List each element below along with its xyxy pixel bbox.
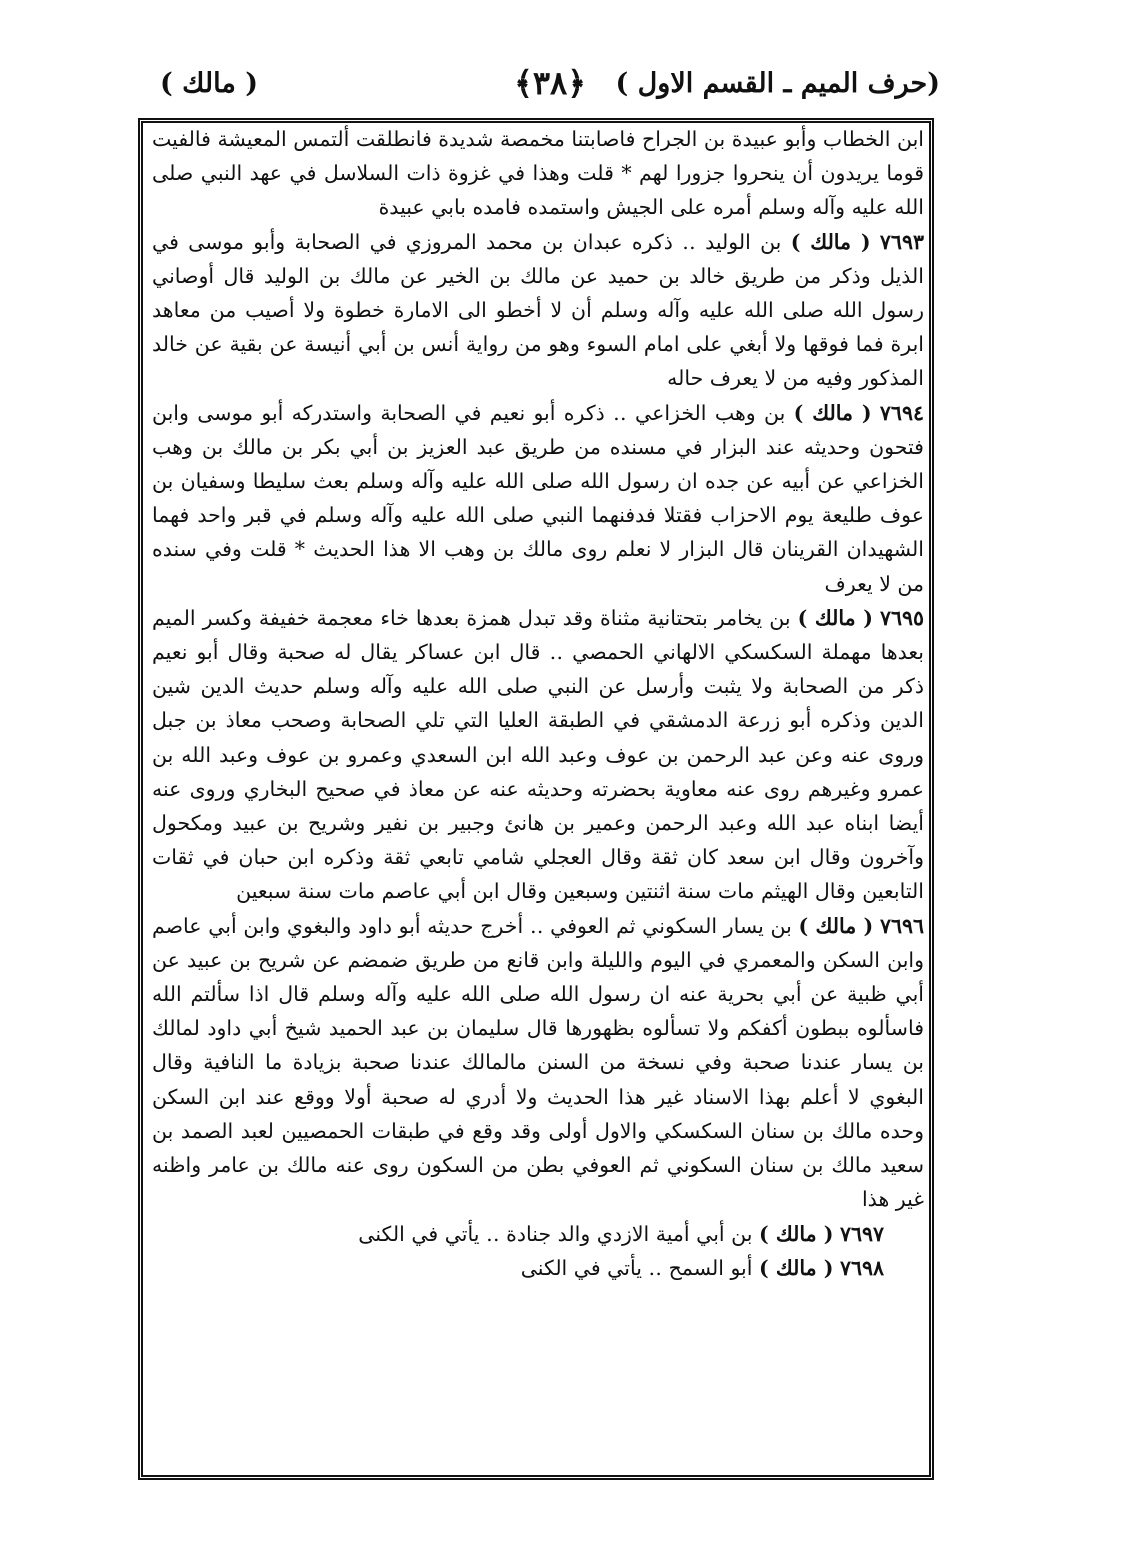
entry-label: ( مالك ) xyxy=(798,913,874,938)
entry-text: بن يخامر بتحتانية مثناة وقد تبدل همزة بعدها خاء معجمة خفيفة وكسر الميم بعدها مهملة السكسكي الالهاني الحمصي ‥ قال ابن عساكر يقال له صحبة وقال أبو نعيم ذكر من الصحابة ولا يثبت وأرسل عن النبي صلى الله عليه وآله وسلم حديث الدين شين الدين وذكره أبو زرعة الدمشقي في الطبقة العليا التي تلي الصحابة وصحب معاذ بن جبل وروى عنه وعن عبد الرحمن بن عوف وعبد الله ابن السعدي وعمرو بن عوف وعبد الله بن عمرو وغيرهم روى عنه معاوية بحضرته وحديثه عنه عن معاذ في صحيح البخاري وروى عنه أيضا ابناه عبد الله وعبد الرحمن وعمير بن هانئ وجبير بن نفير وشريح بن عبيد ومكحول وآخرون وقال ابن سعد كان ثقة وقال العجلي شامي تابعي ثقة وذكره ابن حبان في ثقات التابعين وقال الهيثم مات سنة اثنتين وسبعين وقال ابن أبي عاصم مات سنة سبعين xyxy=(152,605,924,904)
entry-7694 xyxy=(152,396,924,601)
entry-7693 xyxy=(152,225,924,396)
entry-label: ( مالك ) xyxy=(797,605,873,630)
entry-text: بن الوليد ‥ ذكره عبدان بن محمد المروزي في الصحابة وأبو موسى في الذيل وذكر من طريق خالد بن حميد عن مالك بن الخير عن مالك بن الوليد قال أوصاني رسول الله صلى الله عليه وآله وسلم أن لا أخطو الى الامارة خطوة ولا أصيب من معاهد ابرة فما فوقها ولا أبغي على امام السوء وهو من رواية أنس بن أبي أنيسة عن بقية عن خالد المذكور وفيه من لا يعرف حاله xyxy=(152,229,924,391)
entry-label: ( مالك ) xyxy=(758,1221,834,1246)
entry-text: أبو السمح ‥ يأتي في الكنى xyxy=(520,1255,753,1280)
entry-number: ٧٦٩٧ xyxy=(839,1221,884,1246)
entry-7697 xyxy=(152,1217,924,1251)
entry-7696 xyxy=(152,909,924,1217)
entry-label: ( مالك ) xyxy=(793,400,872,425)
entry-number: ٧٦٩٤ xyxy=(879,400,924,425)
entry-text: بن يسار السكوني ثم العوفي ‥ أخرج حديثه أبو داود والبغوي وابن أبي عاصم وابن السكن والمعمري في اليوم والليلة وابن قانع من طريق ضمضم عن شريح بن عبيد عن أبي ظبية عن أبي بحرية عنه ان رسول الله صلى الله عليه وآله وسلم قال اذا سألتم الله فاسألوه ببطون أكفكم ولا تسألوه بظهورها قال سليمان بن عبد الحميد شيخ أبي داود لمالك بن يسار عندنا صحبة وفي نسخة من السنن مالمالك عندنا صحبة بزيادة ما النافية وقال البغوي لا أعلم بهذا الاسناد غير هذا الحديث ولا أدري له صحبة أولا ووقع عند ابن السكن وحده مالك بن سنان السكسكي والاول أولى وقد وقع في طبقات الحمصيين لعبد الصمد بن سعيد مالك بن سنان السكوني ثم العوفي بطن من السكون روى عنه مالك بن عامر واظنه غير هذا xyxy=(152,913,924,1212)
running-head-name: ( مالك ) xyxy=(160,68,259,99)
section-title: (حرف الميم ـ القسم الاول ) xyxy=(615,68,940,99)
entry-text: بن أبي أمية الازدي والد جنادة ‥ يأتي في الكنى xyxy=(358,1221,753,1246)
entry-number: ٧٦٩٨ xyxy=(839,1255,884,1280)
entry-number: ٧٦٩٣ xyxy=(879,229,924,254)
entry-number: ٧٦٩٥ xyxy=(879,605,924,630)
page-header xyxy=(150,62,940,114)
continuation-paragraph: ابن الخطاب وأبو عبيدة بن الجراح فاصابتنا مخمصة شديدة فانطلقت ألتمس المعيشة فالفيت قوما يريدون أن ينحروا جزورا لهم * قلت وهذا في غزوة ذات السلاسل في عهد النبي صلى الله عليه وآله وسلم أمره على الجيش واستمده فامده بابي عبيدة xyxy=(152,127,924,220)
page-number: ﴿٣٨﴾ xyxy=(514,64,586,102)
entry-7698 xyxy=(152,1251,924,1285)
main-text xyxy=(152,122,924,1285)
entry-label: ( مالك ) xyxy=(758,1255,834,1280)
entry-7695 xyxy=(152,601,924,909)
entry-text: بن وهب الخزاعي ‥ ذكره أبو نعيم في الصحابة واستدركه أبو موسى وابن فتحون وحديثه عند البزار في مسنده من طريق عبد العزيز بن أبي بكر بن مالك بن وهب الخزاعي عن أبيه عن جده ان رسول الله صلى الله عليه وآله وسلم بعث سليطا وسفيان بن عوف طليعة يوم الاحزاب فقتلا فدفنهما النبي صلى الله عليه وآله وسلم في قبر واحد فهما الشهيدان القرينان قال البزار لا نعلم روى مالك بن وهب الا هذا الحديث * قلت وفي سنده من لا يعرف xyxy=(152,400,924,596)
entry-number: ٧٦٩٦ xyxy=(879,913,924,938)
entry-label: ( مالك ) xyxy=(790,229,871,254)
